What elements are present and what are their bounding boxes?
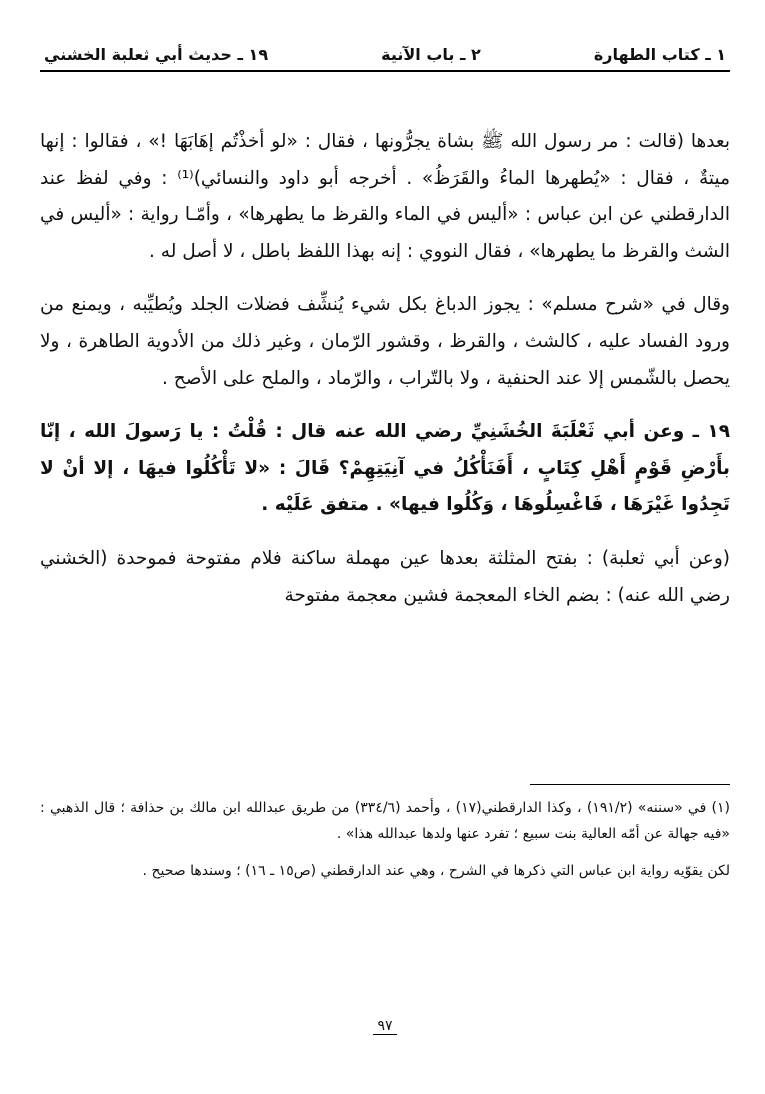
header-book-title: ١ ـ كتاب الطهارة — [593, 45, 726, 64]
header-hadith-title: ١٩ ـ حديث أبي ثعلبة الخشني — [44, 45, 269, 64]
footnote-2: لكن يقوّيه رواية ابن عباس التي ذكرها في الشرح ، وهي عند الدارقطني (ص١٥ ـ ١٦) ؛ وسندها صحيح . — [142, 863, 730, 879]
page-number — [40, 1018, 730, 1034]
footnote-1: (١) في «سننه» (١٩١/٢) ، وكذا الدارقطني(١٧) ، وأحمد (٣٣٤/٦) من طريق عبدالله ابن مالك بن حذافة ؛ قال الذهبي : «فيه جهالة عن أمّه العالية بنت سبيع ؛ تفرد عنها ولدها عبدالله هذا» . — [40, 800, 731, 842]
page-number-text: ٩٧ — [373, 1018, 396, 1035]
running-header — [40, 40, 730, 72]
paragraph-hadith-19: ١٩ ـ وعن أبي ثَعْلَبَةَ الخُشَنِيِّ رضي الله عنه قال : قُلْتُ : يا رَسولَ الله ، إنّا بأَرْضِ قَوْمٍ أَهْلِ كِتَابٍ ، أَفَنَأْكُلُ في آنِيَتِهِمْ؟ قَالَ : «لا تَأْكُلُوا فيهَا ، إلا أنْ لا تَجِدُوا غَيْرَهَا ، فَاغْسِلُوهَا ، وَكُلُوا فيها» . متفق عَلَيْه . — [40, 421, 730, 516]
paragraph-commentary-2: وقال في «شرح مسلم» : يجوز الدباغ بكل شيء يُنشِّف فضلات الجلد ويُطيِّبه ، ويمنع من ورود الفساد عليه ، كالشث ، والقرظ ، وقشور الرّمان ، وغير ذلك من الأدوية الطاهرة ، ولا يحصل بالشّمس إلا عند الحنفية ، ولا بالتّراب ، والرّماد ، والملح على الأصح . — [40, 294, 730, 389]
book-page — [40, 40, 730, 1070]
paragraph-commentary-3: (وعن أبي ثعلبة) : بفتح المثلثة بعدها عين مهملة ساكنة فلام مفتوحة فموحدة (الخشني رضي الله عنه) : بضم الخاء المعجمة فشين معجمة مفتوحة — [40, 547, 730, 606]
main-text — [40, 124, 730, 614]
paragraph-commentary-1: بعدها (قالت : مر رسول الله ﷺ بشاة يجرُّونها ، فقال : «لو أخذْتُم إهَابَهَا !» ، فقالوا : إنها ميتةٌ ، فقال : «يُطهرها الماءُ والقَرَظُ» . أخرجه أبو داود والنسائي)⁽¹⁾ : وفي لفظ عند الدارقطني عن ابن عباس : «أليس في الماء والقرظ ما يطهرها» ، وأمّـا رواية : «أليس في الشث والقرظ ما يطهرها» ، فقال النووي : إنه بهذا اللفظ باطل ، لا أصل له . — [40, 131, 730, 262]
footnote-divider — [530, 784, 730, 785]
footnotes — [40, 796, 730, 885]
header-chapter-title: ٢ ـ باب الآنية — [381, 45, 481, 64]
